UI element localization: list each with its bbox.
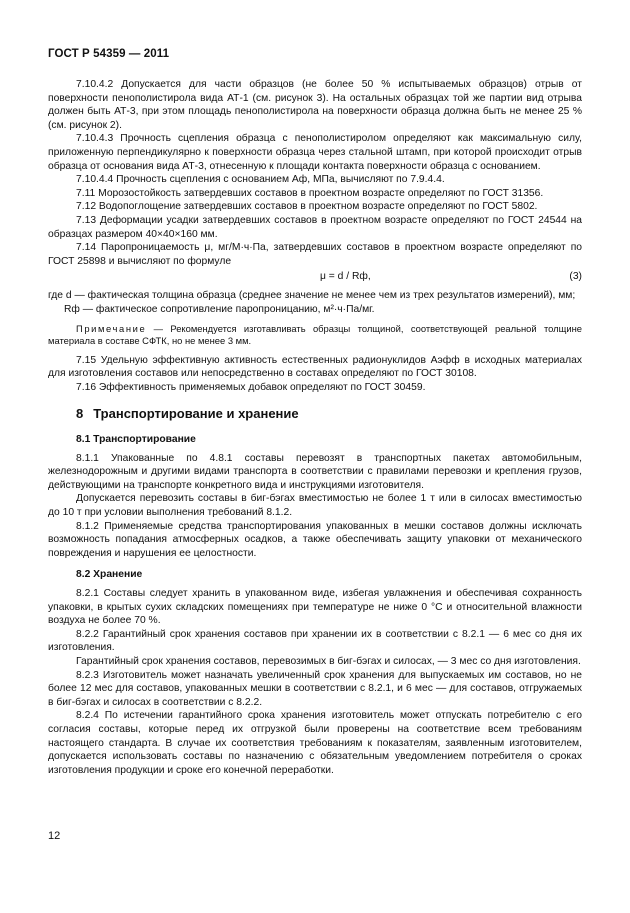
section-8-title: Транспортирование и хранение [93, 406, 299, 422]
paragraph-7-10-4-3: 7.10.4.3 Прочность сцепления образца с пенополистиролом определяют как максимальную силу, приложенную перпендикулярно к поверхности образца через стальной штамп, при которой происходит отрыв образца от основания вида АТ-3, отнесенную к площади контакта поверхности образца с основанием. [48, 133, 582, 172]
page-number: 12 [48, 830, 61, 842]
paragraph-8-2-3: 8.2.3 Изготовитель может назначать увеличенный срок хранения для выпускаемых им составов, но не более 12 мес для составов, упакованных мешки в соответствии с 8.2.1, и 6 мес — для составов, отгружаемых в биг-бэгах и силосах в соответствии с 8.2.2. [48, 669, 582, 708]
paragraph-8-2-2: 8.2.2 Гарантийный срок хранения составов при хранении их в соответствии с 8.2.1 — 6 мес со дня их изготовления. [48, 628, 582, 654]
formula-where-r: Rф — фактическое сопротивление паропроницанию, м²·ч·Па/мг. [64, 303, 375, 315]
formula-number: (3) [569, 271, 582, 283]
formula-where-d: где d — фактическая толщина образца (среднее значение не менее чем из трех результатов измерений), мм; [48, 290, 576, 302]
paragraph-7-13: 7.13 Деформации усадки затвердевших составов в проектном возрасте определяют по ГОСТ 24544 на образцах размером 40×40×160 мм. [48, 214, 582, 240]
subsection-8-1-heading: 8.1 Транспортирование [76, 434, 196, 446]
document-header: ГОСТ Р 54359 — 2011 [48, 48, 170, 60]
paragraph-7-10-4-4: 7.10.4.4 Прочность сцепления с основанием Aф, МПа, вычисляют по 7.9.4.4. [76, 174, 445, 186]
document-body [48, 78, 582, 777]
paragraph-7-12: 7.12 Водопоглощение затвердевших составов в проектном возрасте определяют по ГОСТ 5802. [76, 201, 538, 213]
paragraph-7-11: 7.11 Морозостойкость затвердевших составов в проектном возрасте определяют по ГОСТ 31356. [76, 187, 544, 199]
paragraph-7-15: 7.15 Удельную эффективную активность естественных радионуклидов Aэфф в исходных материалах для изготовления составов или непосредственно в составах определяют по ГОСТ 30108. [48, 354, 582, 380]
formula-expression: μ = d / Rф, [320, 271, 371, 283]
section-8-number: 8 [76, 406, 84, 422]
section-8-heading [48, 407, 582, 421]
paragraph-8-2-2-cont: Гарантийный срок хранения составов, перевозимых в биг-бэгах и силосах, — 3 мес со дня изготовления. [76, 655, 581, 667]
note-label: Примечание [76, 322, 147, 334]
paragraph-7-16: 7.16 Эффективность применяемых добавок определяют по ГОСТ 30459. [76, 381, 426, 393]
paragraph-8-1-1-cont: Допускается перевозить составы в биг-бэгах вместимостью не более 1 т или в силосах вместимостью до 10 т при условии выполнения требований 8.1.2. [48, 493, 582, 519]
paragraph-7-10-4-2: 7.10.4.2 Допускается для части образцов (не более 50 % испытываемых образцов) отрыв от поверхности пенополистирола вида АТ-1 (см. рисунок 3). На остальных образцах той же партии вид отрыва должен быть АТ-3, при этом площадь пенополистирола на поверхности образца должна быть не менее 25 % (см. рисунок 2). [48, 79, 582, 131]
paragraph-8-1-2: 8.1.2 Применяемые средства транспортирования упакованных в мешки составов должны исключать возможность попадания атмосферных осадков, а также обеспечивать защиту упаковки от механического повреждения и нарушения ее целостности. [48, 520, 582, 559]
paragraph-8-1-1: 8.1.1 Упакованные по 4.8.1 составы перевозят в транспортных пакетах автомобильным, железнодорожным и другими видами транспорта в соответствии с правилами перевозки и крепления грузов, действующими на транспорте конкретного вида и инструкциями изготовителя. [48, 452, 582, 491]
paragraph-8-2-1: 8.2.1 Составы следует хранить в упакованном виде, избегая увлажнения и обеспечивая сохранность упаковки, в крытых сухих складских помещениях при температуре не ниже 0 °С и относительной влажности воздуха не более 70 %. [48, 588, 582, 627]
paragraph-8-2-4: 8.2.4 По истечении гарантийного срока хранения изготовитель может отпускать потребителю с его согласия составы, которые перед их отгрузкой были проверены на соответствие всем требованиям настоящего стандарта. В случае их соответствия требованиям к показателям, заявленным изготовителем, допускается использовать составы по назначению с обязательным уведомлением потребителя о сроках изготовления продукции и сроке его конечной переработки. [48, 710, 582, 776]
paragraph-7-14: 7.14 Паропроницаемость μ, мг/М·ч·Па, затвердевших составов в проектном возрасте определяют по ГОСТ 25898 и вычисляют по формуле [48, 242, 582, 267]
subsection-8-2-heading: 8.2 Хранение [76, 569, 143, 581]
note [48, 323, 582, 348]
note-text: — Рекомендуется изготавливать образцы толщиной, соответствующей реальной толщине материала в составе СФТК, но не менее 3 мм. [48, 322, 582, 347]
formula-3 [48, 270, 582, 284]
